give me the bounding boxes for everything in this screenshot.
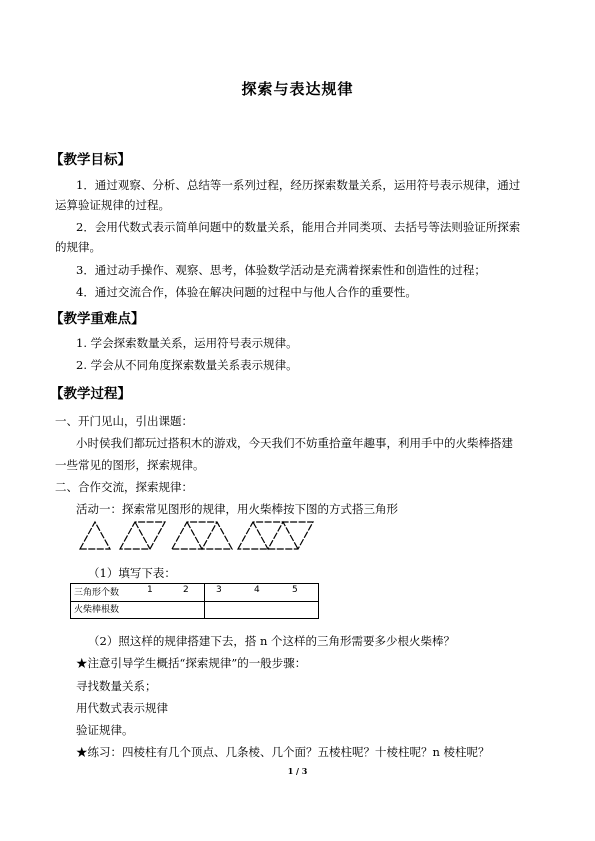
key-point-2: 2. 学会从不同角度探索数量关系表示规律。 bbox=[76, 358, 298, 372]
page-number: 1 / 3 bbox=[287, 766, 308, 776]
part-1-line-1: 小时侯我们都玩过搭积木的游戏，今天我们不妨重拾童年趣事，利用手中的火柴棒搭建 bbox=[76, 436, 513, 450]
goals-heading: 【教学目标】 bbox=[50, 152, 131, 168]
table-cell: 5 bbox=[292, 585, 298, 595]
table-cell: 3 bbox=[216, 585, 222, 595]
table-cell: 1 bbox=[147, 585, 153, 595]
steps-note: ★注意引导学生概括“探索规律”的一般步骤： bbox=[76, 656, 307, 670]
key-point-1: 1. 学会探索数量关系，运用符号表示规律。 bbox=[76, 336, 298, 350]
key-points-heading: 【教学重难点】 bbox=[50, 311, 145, 327]
part-1-line-2: 一些常见的图形，探索规律。 bbox=[55, 458, 205, 472]
goal-1-line-1: 1．通过观察、分析、总结等一系列过程，经历探索数量关系，运用符号表示规律，通过 bbox=[76, 178, 521, 192]
table-row-label: 三角形个数 bbox=[74, 588, 120, 598]
goal-4: 4．通过交流合作，体验在解决问题的过程中与他人合作的重要性。 bbox=[76, 285, 417, 299]
fill-table-instruction: （1）填写下表： bbox=[88, 566, 176, 580]
table-row bbox=[71, 601, 318, 618]
table-row-label: 火柴棒根数 bbox=[74, 605, 120, 615]
goal-3: 3．通过动手操作、观察、思考，体验数学活动是充满着探索性和创造性的过程； bbox=[76, 263, 486, 277]
triangles-3 bbox=[172, 522, 232, 549]
question-2: （2）照这样的规律搭建下去，搭 n 个这样的三角形需要多少根火柴棒？ bbox=[88, 634, 456, 648]
step-2: 用代数式表示规律 bbox=[76, 701, 168, 715]
part-1-title: 一、开门见山，引出课题： bbox=[55, 414, 193, 428]
table-cell: 4 bbox=[254, 585, 260, 595]
part-2-title: 二、合作交流，探索规律： bbox=[55, 480, 193, 494]
table-cell: 2 bbox=[183, 585, 189, 595]
exercise: ★练习：四棱柱有几个顶点、几条棱、几个面？五棱柱呢？十棱柱呢？n 棱柱呢？ bbox=[76, 745, 490, 759]
goal-1-line-2: 运算验证规律的过程。 bbox=[55, 198, 170, 212]
activity-1: 活动一：探索常见图形的规律，用火柴棒按下图的方式搭三角形 bbox=[76, 502, 398, 516]
goal-2-line-2: 的规律。 bbox=[55, 240, 101, 254]
step-3: 验证规律。 bbox=[76, 723, 134, 737]
triangles-4 bbox=[238, 522, 313, 549]
matchstick-table bbox=[70, 583, 319, 619]
table-row bbox=[71, 584, 318, 602]
triangle-1 bbox=[80, 522, 110, 549]
goal-2-line-1: 2．会用代数式表示简单问题中的数量关系，能用合并同类项、去括号等法则验证所探索 bbox=[76, 220, 521, 234]
step-1: 寻找数量关系； bbox=[76, 679, 157, 693]
triangles-2 bbox=[120, 522, 165, 549]
matchstick-triangles-figure bbox=[78, 520, 338, 552]
page-title: 探索与表达规律 bbox=[241, 80, 354, 98]
process-heading: 【教学过程】 bbox=[50, 386, 131, 402]
